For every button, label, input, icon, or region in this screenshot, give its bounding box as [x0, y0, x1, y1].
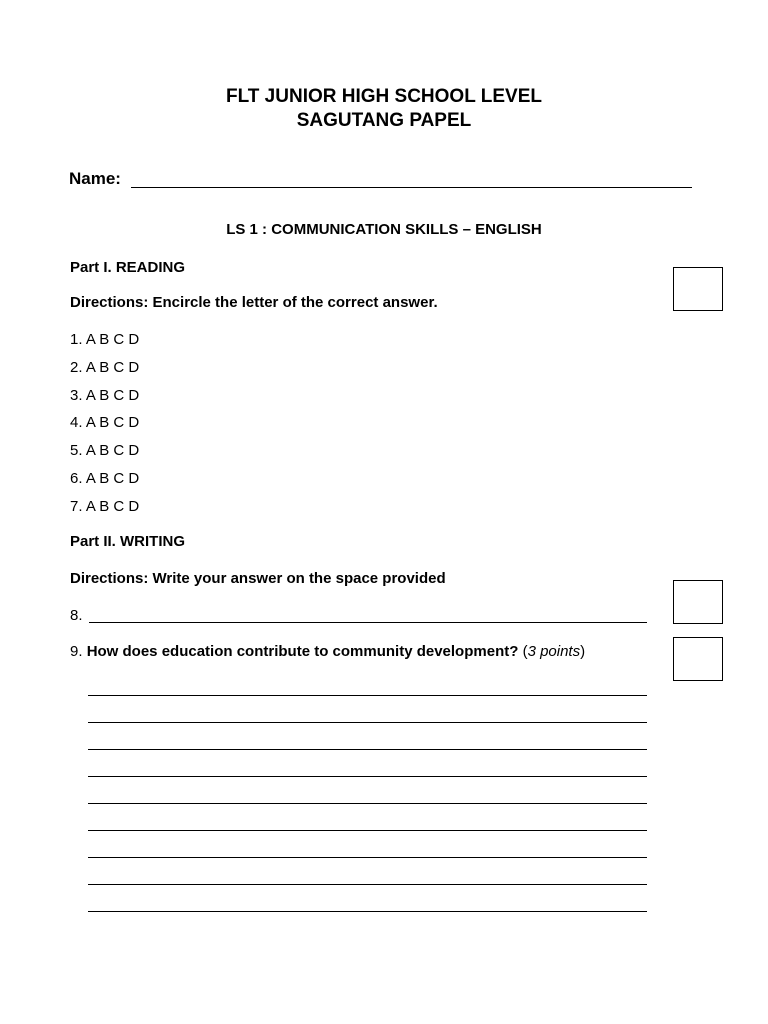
item-number: 4. — [70, 414, 83, 432]
item9-points: 3 points — [527, 643, 581, 660]
part1-directions: Directions: Encircle the letter of the correct answer. — [70, 294, 438, 311]
item9-answer-line[interactable] — [88, 776, 647, 777]
item-number: 2. — [70, 358, 83, 376]
part1-item — [70, 414, 139, 431]
item-choices[interactable]: A B C D — [85, 470, 140, 487]
item-choices[interactable]: A B C D — [85, 497, 140, 515]
item8-answer-line[interactable] — [89, 622, 647, 623]
item9-answer-line[interactable] — [88, 911, 647, 912]
subject-heading: LS 1 : COMMUNICATION SKILLS – ENGLISH — [226, 221, 542, 238]
item9-number: 9. — [70, 643, 83, 660]
name-label: Name: — [69, 169, 121, 188]
part2-directions: Directions: Write your answer on the space provided — [70, 570, 446, 587]
item-number: 7. — [70, 497, 83, 515]
part1-item — [70, 498, 139, 515]
item-number: 5. — [70, 442, 83, 460]
item9-answer-line[interactable] — [88, 722, 647, 723]
item-number: 6. — [70, 470, 83, 487]
item-choices[interactable]: A B C D — [85, 331, 140, 348]
part2-heading: Part II. WRITING — [70, 533, 186, 550]
item9-answer-line[interactable] — [88, 803, 647, 804]
item9-answer-line[interactable] — [88, 830, 647, 831]
part1-item — [70, 387, 139, 404]
part1-score-box[interactable] — [673, 267, 723, 311]
item9-answer-line[interactable] — [88, 884, 647, 885]
part1-item — [70, 331, 139, 348]
item9-answer-line[interactable] — [88, 857, 647, 858]
item-number: 3. — [70, 386, 83, 404]
item-choices[interactable]: A B C D — [85, 442, 140, 460]
item-number: 1. — [70, 331, 83, 348]
item9-points-open: ( — [522, 643, 528, 660]
part1-item — [70, 442, 139, 459]
item-choices[interactable]: A B C D — [85, 386, 140, 404]
page-title: FLT JUNIOR HIGH SCHOOL LEVEL — [226, 86, 542, 107]
item9-question-text: How does education contribute to community development? — [86, 643, 519, 660]
item9-question — [70, 643, 585, 660]
item8-score-box[interactable] — [673, 580, 723, 624]
item-choices[interactable]: A B C D — [85, 358, 140, 376]
part1-item — [70, 359, 139, 376]
page-subtitle: SAGUTANG PAPEL — [296, 110, 472, 131]
item9-answer-line[interactable] — [88, 695, 647, 696]
part1-heading: Part I. READING — [70, 259, 186, 276]
item9-answer-line[interactable] — [88, 749, 647, 750]
item9-score-box[interactable] — [673, 637, 723, 681]
item8-number: 8. — [70, 607, 83, 624]
item9-points-close: ) — [580, 643, 586, 660]
part1-item — [70, 470, 139, 487]
name-field[interactable] — [131, 187, 692, 188]
item-choices[interactable]: A B C D — [85, 414, 140, 432]
